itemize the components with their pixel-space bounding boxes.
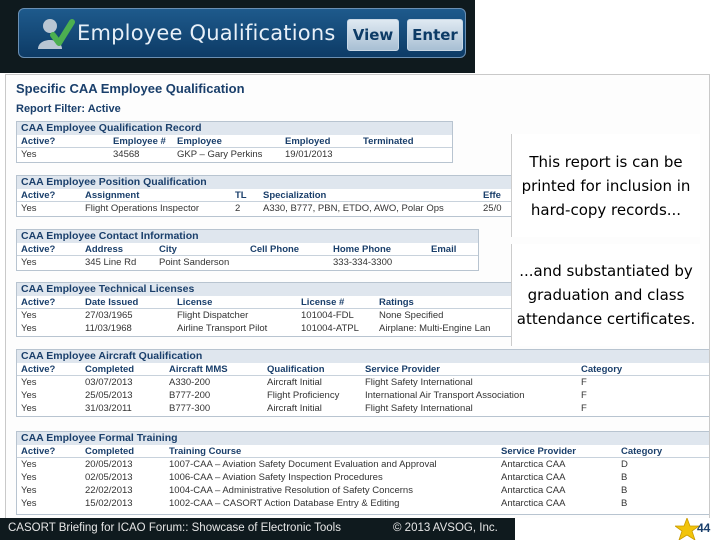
- enter-button[interactable]: Enter: [407, 19, 463, 51]
- table-cell: Yes: [21, 149, 37, 160]
- section-title: CAA Employee Qualification Record: [17, 122, 452, 135]
- table-cell: F: [581, 390, 587, 401]
- table-cell: Point Sanderson: [159, 257, 230, 268]
- table-row: [17, 402, 710, 415]
- print-callout-text: This report is can be printed for inclusion in hard-copy records...: [521, 152, 691, 219]
- column-header: Active?: [21, 446, 56, 457]
- table-row: [17, 322, 515, 335]
- app-title: Employee Qualifications: [77, 21, 336, 45]
- table-cell: Airplane: Multi-Engine Lan: [379, 323, 491, 334]
- section-title: CAA Employee Position Qualification: [17, 176, 515, 189]
- table-cell: Antarctica CAA: [501, 498, 566, 509]
- table-cell: Flight Operations Inspector: [85, 203, 200, 214]
- footer-copyright: © 2013 AVSOG, Inc.: [393, 522, 498, 534]
- column-header: Address: [85, 244, 124, 255]
- column-header: Service Provider: [365, 364, 440, 375]
- table-cell: Flight Safety International: [365, 403, 473, 414]
- table-row: [17, 256, 478, 269]
- column-header: Cell Phone: [250, 244, 300, 255]
- table-cell: 101004-ATPL: [301, 323, 359, 334]
- technical-licenses-section: [16, 282, 516, 337]
- section-title: CAA Employee Aircraft Qualification: [17, 350, 710, 363]
- column-header: Category: [621, 446, 663, 457]
- table-cell: Yes: [21, 390, 37, 401]
- position-qualification-section: [16, 175, 516, 217]
- certificates-callout: [511, 244, 700, 346]
- table-cell: 1002-CAA – CASORT Action Database Entry & Editing: [169, 498, 400, 509]
- table-header-row: [17, 189, 515, 202]
- column-header: Active?: [21, 136, 56, 147]
- table-cell: 22/02/2013: [85, 485, 133, 496]
- column-header: Home Phone: [333, 244, 392, 255]
- table-cell: Yes: [21, 459, 37, 470]
- table-cell: Yes: [21, 485, 37, 496]
- table-header-row: [17, 243, 478, 256]
- table-cell: F: [581, 377, 587, 388]
- table-cell: 03/07/2013: [85, 377, 133, 388]
- table-cell: Yes: [21, 472, 37, 483]
- table-cell: 19/01/2013: [285, 149, 333, 160]
- table-cell: A330-200: [169, 377, 211, 388]
- column-header: License #: [301, 297, 345, 308]
- table-cell: 11/03/1968: [85, 323, 132, 334]
- column-header: Ratings: [379, 297, 414, 308]
- column-header: Employed: [285, 136, 331, 147]
- table-row: [17, 309, 515, 322]
- table-cell: Antarctica CAA: [501, 472, 566, 483]
- column-header: Active?: [21, 244, 56, 255]
- table-cell: Yes: [21, 310, 37, 321]
- table-header-row: [17, 135, 452, 148]
- table-cell: 333-334-3300: [333, 257, 393, 268]
- table-cell: Yes: [21, 498, 37, 509]
- table-cell: GKP – Gary Perkins: [177, 149, 263, 160]
- column-header: City: [159, 244, 177, 255]
- table-cell: None Specified: [379, 310, 444, 321]
- table-cell: F: [581, 403, 587, 414]
- section-title: CAA Employee Contact Information: [17, 230, 478, 243]
- report-filter: Report Filter: Active: [16, 103, 121, 115]
- column-header: Active?: [21, 364, 56, 375]
- table-row: [17, 458, 710, 471]
- table-cell: Yes: [21, 257, 37, 268]
- column-header: Completed: [85, 446, 135, 457]
- table-cell: Aircraft Initial: [267, 403, 322, 414]
- table-cell: Flight Proficiency: [267, 390, 340, 401]
- page-number: 44: [697, 521, 711, 535]
- table-row: [17, 202, 515, 215]
- print-callout: [511, 134, 700, 237]
- contact-information-section: [16, 229, 479, 271]
- table-cell: 1004-CAA – Administrative Resolution of Safety Concerns: [169, 485, 413, 496]
- column-header: Employee #: [113, 136, 166, 147]
- table-cell: Antarctica CAA: [501, 485, 566, 496]
- table-cell: D: [621, 459, 628, 470]
- column-header: Active?: [21, 190, 56, 201]
- table-cell: 27/03/1965: [85, 310, 133, 321]
- column-header: Training Course: [169, 446, 242, 457]
- table-cell: B: [621, 472, 628, 483]
- page-number-badge: [675, 518, 715, 540]
- table-cell: Yes: [21, 377, 37, 388]
- footer: [0, 518, 720, 540]
- column-header: Date Issued: [85, 297, 139, 308]
- table-cell: 25/05/2013: [85, 390, 133, 401]
- certificates-callout-text: ...and substantiated by graduation and class attendance certificates.: [516, 262, 696, 328]
- column-header: Category: [581, 364, 623, 375]
- table-cell: International Air Transport Association: [365, 390, 525, 401]
- column-header: Email: [431, 244, 457, 255]
- table-cell: Yes: [21, 203, 37, 214]
- column-header: Terminated: [363, 136, 414, 147]
- table-cell: 101004-FDL: [301, 310, 354, 321]
- column-header: Specialization: [263, 190, 327, 201]
- table-row: [17, 497, 710, 510]
- table-cell: Aircraft Initial: [267, 377, 322, 388]
- table-cell: Yes: [21, 403, 37, 414]
- table-cell: Yes: [21, 323, 37, 334]
- table-cell: B777-300: [169, 403, 211, 414]
- table-header-row: [17, 296, 515, 309]
- table-cell: B: [621, 485, 628, 496]
- column-header: Assignment: [85, 190, 140, 201]
- table-header-row: [17, 445, 710, 458]
- table-cell: A330, B777, PBN, ETDO, AWO, Polar Ops: [263, 203, 444, 214]
- table-row: [17, 484, 710, 497]
- column-header: Employee: [177, 136, 222, 147]
- table-row: [17, 148, 452, 161]
- column-header: Service Provider: [501, 446, 576, 457]
- table-cell: B777-200: [169, 390, 211, 401]
- table-cell: 25/0: [483, 203, 502, 214]
- column-header: License: [177, 297, 213, 308]
- user-check-icon: [35, 13, 75, 53]
- report-title: Specific CAA Employee Qualification: [16, 81, 245, 96]
- table-cell: 2: [235, 203, 241, 214]
- footer-briefing-text: CASORT Briefing for ICAO Forum:: Showcase of Electronic Tools: [8, 522, 341, 534]
- table-row: [17, 376, 710, 389]
- table-cell: 31/03/2011: [85, 403, 132, 414]
- table-row: [17, 471, 710, 484]
- table-cell: 20/05/2013: [85, 459, 133, 470]
- table-cell: B: [621, 498, 628, 509]
- section-title: CAA Employee Formal Training: [17, 432, 710, 445]
- table-cell: Airline Transport Pilot: [177, 323, 268, 334]
- table-cell: 34568: [113, 149, 140, 160]
- table-cell: 02/05/2013: [85, 472, 133, 483]
- formal-training-section: [16, 431, 710, 515]
- table-cell: 15/02/2013: [85, 498, 133, 509]
- app-title-bar: [18, 8, 466, 58]
- table-cell: 1006-CAA – Aviation Safety Inspection Procedures: [169, 472, 383, 483]
- column-header: Effe: [483, 190, 501, 201]
- table-cell: Flight Safety International: [365, 377, 473, 388]
- column-header: Aircraft MMS: [169, 364, 228, 375]
- column-header: Active?: [21, 297, 56, 308]
- aircraft-qualification-section: [16, 349, 710, 417]
- section-title: CAA Employee Technical Licenses: [17, 283, 515, 296]
- table-row: [17, 389, 710, 402]
- column-header: Completed: [85, 364, 135, 375]
- table-cell: 345 Line Rd: [85, 257, 137, 268]
- star-icon: [675, 518, 699, 540]
- column-header: Qualification: [267, 364, 325, 375]
- table-header-row: [17, 363, 710, 376]
- view-button[interactable]: View: [347, 19, 399, 51]
- table-cell: Antarctica CAA: [501, 459, 566, 470]
- table-cell: 1007-CAA – Aviation Safety Document Evaluation and Approval: [169, 459, 437, 470]
- qualification-record-section: [16, 121, 453, 163]
- column-header: TL: [235, 190, 247, 201]
- table-cell: Flight Dispatcher: [177, 310, 249, 321]
